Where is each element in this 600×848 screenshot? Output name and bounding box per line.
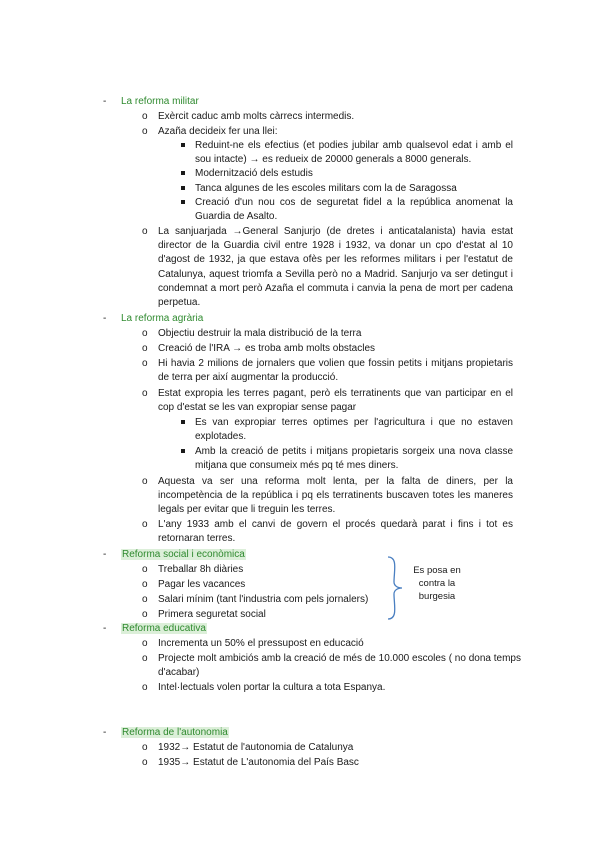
circle-bullet: o <box>142 609 148 620</box>
square-bullet-icon <box>181 171 185 175</box>
heading-military: La reforma militar <box>121 96 199 107</box>
margin-note <box>402 564 472 603</box>
list-item: Projecte molt ambiciós amb la creació de més de 10.000 escoles ( no dona temps <box>158 653 521 664</box>
list-item-continued: retornaran terres. <box>158 533 236 544</box>
list-item: Objectiu destruir la mala distribució de la terra <box>158 328 362 339</box>
circle-bullet: o <box>142 126 148 137</box>
square-bullet-icon <box>181 449 185 453</box>
list-item-continued: Catalunya, aquest triomfa a Sevilla però no a Madrid. Sanjurjo va ser detingut i <box>158 269 513 280</box>
sub-list-item: Tanca algunes de les escoles militars com la de Saragossa <box>195 183 457 194</box>
list-item: Estat expropia les terres pagant, però els terratinents que van participar en el <box>158 388 513 399</box>
margin-note-line: burgesia <box>418 591 456 602</box>
list-item: Treballar 8h diàries <box>158 564 244 575</box>
circle-bullet: o <box>142 757 148 768</box>
circle-bullet: o <box>142 328 148 339</box>
sub-list-item: Creació d'un nou cos de seguretat fidel a la república anomenat la <box>195 197 513 208</box>
list-item-continued: de terra per així augmentar la producció. <box>158 372 339 383</box>
list-item: Aquesta va ser una reforma molt lenta, per la falta de diners, per la <box>158 476 513 487</box>
heading-social <box>121 548 246 561</box>
circle-bullet: o <box>142 111 148 122</box>
sub-list-item-continued: Guardia de Asalto. <box>195 211 278 222</box>
list-item: Incrementa un 50% el pressupost en educació <box>158 638 364 649</box>
heading-education <box>121 622 207 635</box>
circle-bullet: o <box>142 343 148 354</box>
square-bullet-icon <box>181 200 185 204</box>
circle-bullet: o <box>142 579 148 590</box>
dash-bullet: - <box>103 313 107 324</box>
sub-list-item: Reduint-ne els efectius (et podies jubilar amb qualsevol edat i amb el <box>195 140 513 151</box>
list-item-continued: cop d'estat se les van expropiar sense pagar <box>158 402 357 413</box>
sub-list-item: Modernització dels estudis <box>195 168 313 179</box>
heading-autonomy <box>121 726 229 739</box>
dash-bullet: - <box>103 549 107 560</box>
list-item: L'any 1933 amb el canvi de govern el procés quedarà parat i fins i tot es <box>158 519 513 530</box>
list-item-continued: legals per evitar que li treguin les terres. <box>158 504 336 515</box>
sub-list-item-continued: mitjana que consumeix més pq té mes diners. <box>195 460 399 471</box>
dash-bullet: - <box>103 727 107 738</box>
circle-bullet: o <box>142 564 148 575</box>
margin-note-line: Es posa en <box>413 565 461 576</box>
list-item: Exèrcit caduc amb molts càrrecs intermedis. <box>158 111 355 122</box>
sub-list-item-continued: sou intacte) → es redueix de 20000 generals a 8000 generals. <box>195 154 472 165</box>
list-item: Creació de l'IRA → es troba amb molts obstacles <box>158 343 376 354</box>
dash-bullet: - <box>103 96 107 107</box>
list-item: Intel·lectuals volen portar la cultura a tota Espanya. <box>158 682 386 693</box>
list-item: 1932→ Estatut de l'autonomia de Catalunya <box>158 742 354 753</box>
heading-education-text: Reforma educativa <box>122 623 206 634</box>
sub-list-item: Amb la creació de petits i mitjans propietaris sorgeix una nova classe <box>195 446 513 457</box>
list-item: Salari mínim (tant l'industria com pels jornalers) <box>158 594 369 605</box>
sub-list-item-continued: explotades. <box>195 431 247 442</box>
list-item: Hi havia 2 milions de jornalers que volien que fossin petits i mitjans propietaris <box>158 358 513 369</box>
list-item: Pagar les vacances <box>158 579 246 590</box>
circle-bullet: o <box>142 653 148 664</box>
sub-list-item: Es van expropiar terres optimes per l'agricultura i que no estaven <box>195 417 513 428</box>
heading-social-text: Reforma social i econòmica <box>122 549 245 560</box>
square-bullet-icon <box>181 186 185 190</box>
circle-bullet: o <box>142 519 148 530</box>
circle-bullet: o <box>142 388 148 399</box>
list-item: Azaña decideix fer una llei: <box>158 126 278 137</box>
circle-bullet: o <box>142 682 148 693</box>
square-bullet-icon <box>181 420 185 424</box>
list-item-continued: incompetència de la república i pq els terratinents buscaven totes les maneres <box>158 490 513 501</box>
list-item: Primera seguretat social <box>158 609 266 620</box>
circle-bullet: o <box>142 358 148 369</box>
list-item-continued: d'agost de 1932, ja que estava ofès per les reformes militars i per l'estatut de <box>158 254 513 265</box>
dash-bullet: - <box>103 623 107 634</box>
list-item: 1935→ Estatut de L'autonomia del País Basc <box>158 757 359 768</box>
list-item: La sanjuarjada →General Sanjurjo (de dretes i anticatalanista) havia estat <box>158 226 513 237</box>
list-item-continued: perpetua. <box>158 297 201 308</box>
list-item-continued: director de la Guardia civil entre 1928 i 1932, va donar un cpo d'estat al 10 <box>158 240 513 251</box>
circle-bullet: o <box>142 594 148 605</box>
circle-bullet: o <box>142 226 148 237</box>
heading-autonomy-text: Reforma de l'autonomia <box>122 727 228 738</box>
circle-bullet: o <box>142 476 148 487</box>
circle-bullet: o <box>142 638 148 649</box>
heading-agrarian: La reforma agrària <box>121 313 204 324</box>
square-bullet-icon <box>181 143 185 147</box>
circle-bullet: o <box>142 742 148 753</box>
list-item-continued: condemnat a mort però Azaña el commuta i canvia la pena de mort per cadena <box>158 283 513 294</box>
margin-note-line: contra la <box>418 578 456 589</box>
list-item-continued: d'acabar) <box>158 667 200 678</box>
